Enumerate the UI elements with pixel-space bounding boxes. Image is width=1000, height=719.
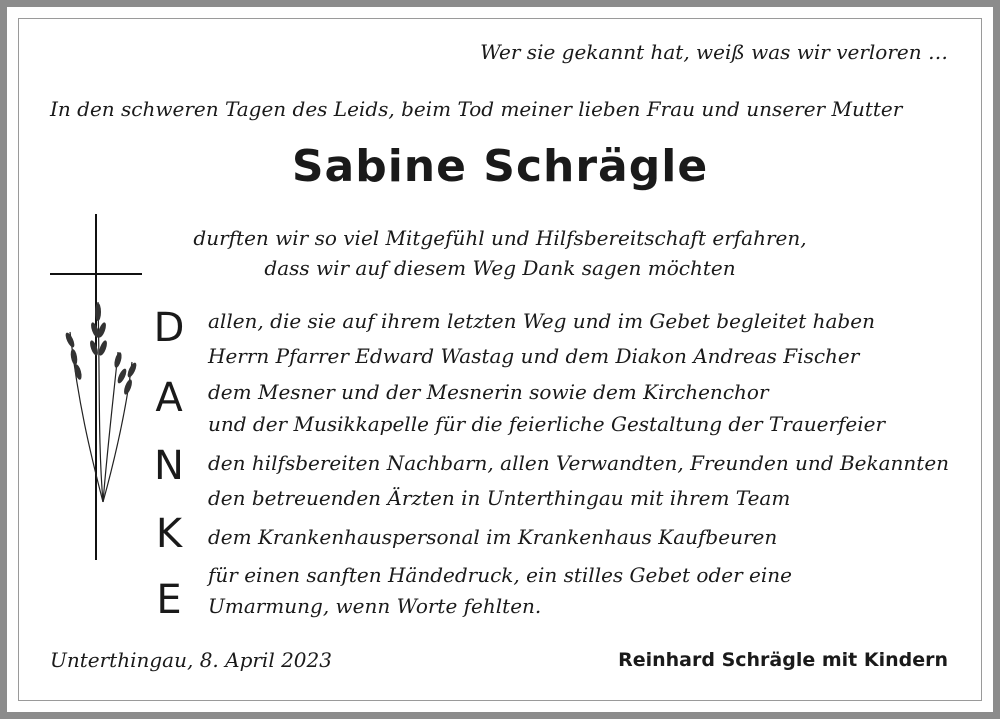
thanks-line: den hilfsbereiten Nachbarn, allen Verwandten, Freunden und Bekannten — [208, 451, 950, 475]
place-date: Unterthingau, 8. April 2023 — [50, 648, 332, 672]
cross-with-wheat-icon — [48, 212, 148, 562]
danke-letter: A — [155, 375, 183, 421]
signature: Reinhard Schrägle mit Kindern — [618, 649, 948, 671]
experience-line-1: durften wir so viel Mitgefühl und Hilfsbereitschaft erfahren, — [193, 226, 807, 250]
danke-letter: K — [155, 511, 183, 557]
experience-line-2: dass wir auf diesem Weg Dank sagen möchten — [264, 256, 736, 280]
thanks-line: den betreuenden Ärzten in Unterthingau mit ihrem Team — [208, 486, 791, 510]
thanks-line: Herrn Pfarrer Edward Wastag und dem Diakon Andreas Fischer — [208, 344, 860, 368]
thanks-line: für einen sanften Händedruck, ein stilles Gebet oder eine — [208, 563, 792, 587]
danke-letter: N — [154, 443, 184, 489]
thanks-line: Umarmung, wenn Worte fehlten. — [208, 594, 542, 618]
danke-letter: E — [156, 577, 182, 623]
intro-text: In den schweren Tagen des Leids, beim Tod meiner lieben Frau und unserer Mutter — [50, 97, 903, 121]
deceased-name: Sabine Schrägle — [291, 141, 709, 192]
quote: Wer sie gekannt hat, weiß was wir verloren … — [480, 40, 948, 64]
danke-letter: D — [153, 305, 185, 351]
thanks-line: dem Krankenhauspersonal im Krankenhaus Kaufbeuren — [208, 525, 778, 549]
thanks-line: dem Mesner und der Mesnerin sowie dem Kirchenchor — [208, 380, 769, 404]
thanks-line: und der Musikkapelle für die feierliche Gestaltung der Trauerfeier — [208, 412, 886, 436]
thanks-line: allen, die sie auf ihrem letzten Weg und im Gebet begleitet haben — [208, 309, 875, 333]
